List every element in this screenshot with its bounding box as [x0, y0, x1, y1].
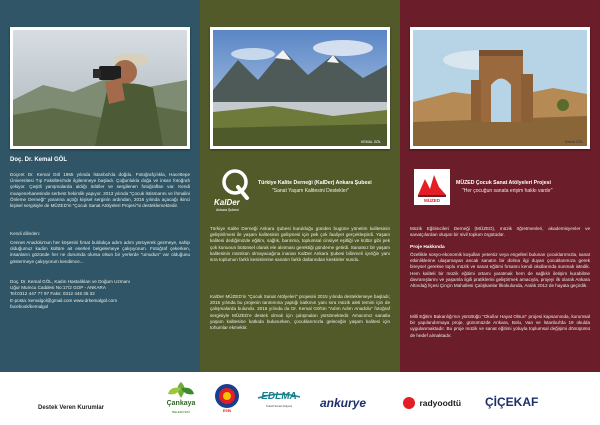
cicekaf-name: ÇİÇEKAF	[485, 395, 539, 409]
kalder-tagline: "Sanat Yaşam Kalitesini Destekler"	[272, 188, 350, 194]
muzed-org: MÜZED Çocuk Sanat Atölyeleri Projesi	[456, 180, 551, 186]
contact-email[interactable]: E-posta: kemalgol@gmail.com www.drkemalgol.com	[10, 297, 118, 303]
cankaya-leaf-icon	[160, 380, 202, 400]
contact-line: Doç. Dr. Kemal GÖL, Kadın Hastalıkları ve Doğum Uzmanı	[10, 279, 130, 284]
sponsor-ankurye-logo	[320, 394, 380, 408]
kalder-q-icon	[218, 167, 252, 201]
muzed-flame-icon	[414, 169, 450, 199]
cankaya-name: Çankaya	[166, 400, 196, 407]
edlma-name: EDLMA	[261, 391, 297, 402]
kalder-logo-sub: Ankara Şubesi	[216, 208, 239, 212]
ruins-photo	[410, 27, 590, 149]
muzed-logo	[414, 169, 450, 205]
kalder-org: Türkiye Kalite Derneği (KalDer) Ankara Şubesi	[258, 180, 372, 186]
muzed-logo-text: MÜZED	[424, 198, 440, 203]
edlma-sub: Tekstil Sanat Atölyesi	[265, 404, 293, 408]
kalder-para-2: KalDer MÜZED'in "Çocuk Sanat Atölyeleri" projesini 2015 yılında desteklemeye başladı; 2015 yılında bu projenin tanıtımına yaptığı katkının yanı sıra müzik aleti temini için de çalışmalarda bulundu. 2016 yılında da Dr. Kemal Göl'ün "Adım Adım Anadolu" fotoğraf sergisiyle MÜZED'e destek olmak için çalışmaları yürütmektedir. Amacımız sanatla yaşam kalitesine katkıda bulunurken, çocuklarımızla geleceğin yaşam kalitesi için tohumlar ekmektir.	[210, 294, 390, 331]
photo-caption: KEMAL GÖL	[361, 140, 382, 144]
photo-caption: Kemal GÖL	[565, 140, 584, 144]
quote-heading: Kendi dilinden:	[10, 231, 41, 236]
photographer-photo	[10, 27, 190, 149]
sponsor-esin-logo	[214, 383, 240, 417]
sponsor-radyoodtu-logo	[403, 394, 463, 408]
kalder-logo-text: KalDer	[214, 198, 240, 207]
radyoodtu-badge-icon	[403, 397, 415, 409]
sponsor-cankaya-logo	[160, 380, 202, 420]
project-heading: Proje Hakkında	[410, 245, 445, 250]
sponsors-label: Destek Veren Kurumlar	[38, 405, 105, 411]
cankaya-sub: BELEDİYESİ	[172, 410, 190, 414]
radyoodtu-name: radyoodtü	[419, 397, 462, 408]
esin-seal-icon	[214, 383, 240, 409]
photographer-quote: Cennet Anadolu'nun her köşesini fırsat buldukça adım adım yürüyerek gezmeye, sahip olduğumuz kadim kültüre ait eserleri belgelemeye çalışıyorum. Fotoğraf çekerken, insanların gözünde her ne durumda olursa olsun bir yerlerde "umudun" var olduğunu göstermeye çalışıyorum kendimce...	[10, 240, 190, 264]
panel-muzed	[400, 0, 600, 372]
landscape-photo	[210, 27, 390, 149]
kalder-logo	[218, 167, 252, 201]
sponsor-cicekaf-logo	[485, 393, 545, 409]
kalder-para-1: Türkiye Kalite Derneği Ankara Şubesi kurulduğu günden bugüne yönetim kalitesinin geliştirilmesi ile yaşam kalitesinin gelişmesi için pek çok faaliyet gerçekleştirdi. Yaşam kalitesi dediğimizde eğitim, sağlık, barınma, toplumsal cinsiyet eşitliği ve kültür gibi pek çok konunun bütünsel olarak ele alınması gerektiği gündeme getirdi. Sanatsız bir yaşam kalitesinin mümkün olmayacağına inanan KalDer Ankara Şubesi bilinmeli içeriğin yanı sıra toplumun farklı kesimlerine sanatın farklı dallarından keskinler sundu.	[210, 226, 390, 263]
photographer-bio: Doçent Dr. Kemal Göl 1965 yılında İstanbul'da doğdu. Fotoğrafçılıkla, Hacettepe Üniversitesi Tıp Fakültesi'nde ilgilenmeye başladı. Çoğunlukla doğa ve insan fotoğrafı çekiyor. Çeşitli yarışmalarda aldığı ödüller ve sergilenen fotoğrafları var. Kendi muayenehanesinde serbest hekimlik yapıyor. 2013 yılında "Çocuk İstismarını ve İhmalini Önleme Derneği" yararına açtığı kişisel serginin ardından, 2016 yılında açacağı ikinci kişisel sergisiyle de MÜZED'in "Çocuk Sanat Atölyeleri Projesi"ni desteklemektedir.	[10, 172, 190, 209]
ankurye-name: ankurye	[320, 396, 367, 410]
panel-photographer	[0, 0, 200, 372]
contact-line: Uğur Mumcu Caddesi No:17/2 GOP - ANKARA	[10, 285, 106, 291]
muzed-para-1: Özellikle sosyo-ekonomik koşulları yetersiz veya engelleri bulunan çocuklarımızla, sanat etkinliklerine ulaşamayan ancak sanatın bir dolma ilgi duyan çocuklarımıza gerek bireysel gerekse toplu müzik ve sanat eğitimi fırsatını kendi okullarında sunmak istedik. Hem kaliteli bir müzik eğitimi ortamı yaratmak hem de sağlıklı iletişim kurabilme davranışlarını ve yaşamla ilgili pratiklerini geliştirmek amacıyla, projeyi ilk olarak Ankara Altındağ İlçesi Çinçin Mahallesi Çalışkanlar İlkokulunda, Aralık 2012 de hayata geçirdik.	[410, 252, 590, 289]
sponsors-footer	[0, 372, 600, 425]
muzed-tagline: "Her çocuğun sanata erişim hakkı vardır"	[462, 188, 553, 194]
muzed-intro: Müzik Eğitimcileri Derneği (MÜZED), müzik öğretmenleri, akademisyenler ve sanatçılardan oluşan bir sivil toplum örgütüdür.	[410, 226, 590, 238]
esin-name: ESİN	[222, 409, 232, 413]
contact-info	[10, 279, 190, 310]
photographer-name: Doç. Dr. Kemal GÖL	[10, 157, 68, 163]
sponsor-edlma-logo	[254, 386, 304, 416]
contact-facebook[interactable]: facebook/kemalgol	[10, 303, 49, 309]
contact-line: Tel:0312 447 77 97 Faks: 0312 446 35 32	[10, 291, 95, 297]
panel-kalder	[200, 0, 400, 372]
muzed-para-2: Milli Eğitim Bakanlığı'nın yürüttüğü "Okullar Hayat Olsun" projesi kapsamında, kurumsal bir yapılandırmaya proje, günümüzde Ankara, Bolu, Van ve İstanbul'da 19 okulda uygulanmaktadır. Bu proje müzik ve sanat eğitimi yoluyla toplumsal değişimi dönüşümü de hedef almaktadır.	[410, 314, 590, 338]
